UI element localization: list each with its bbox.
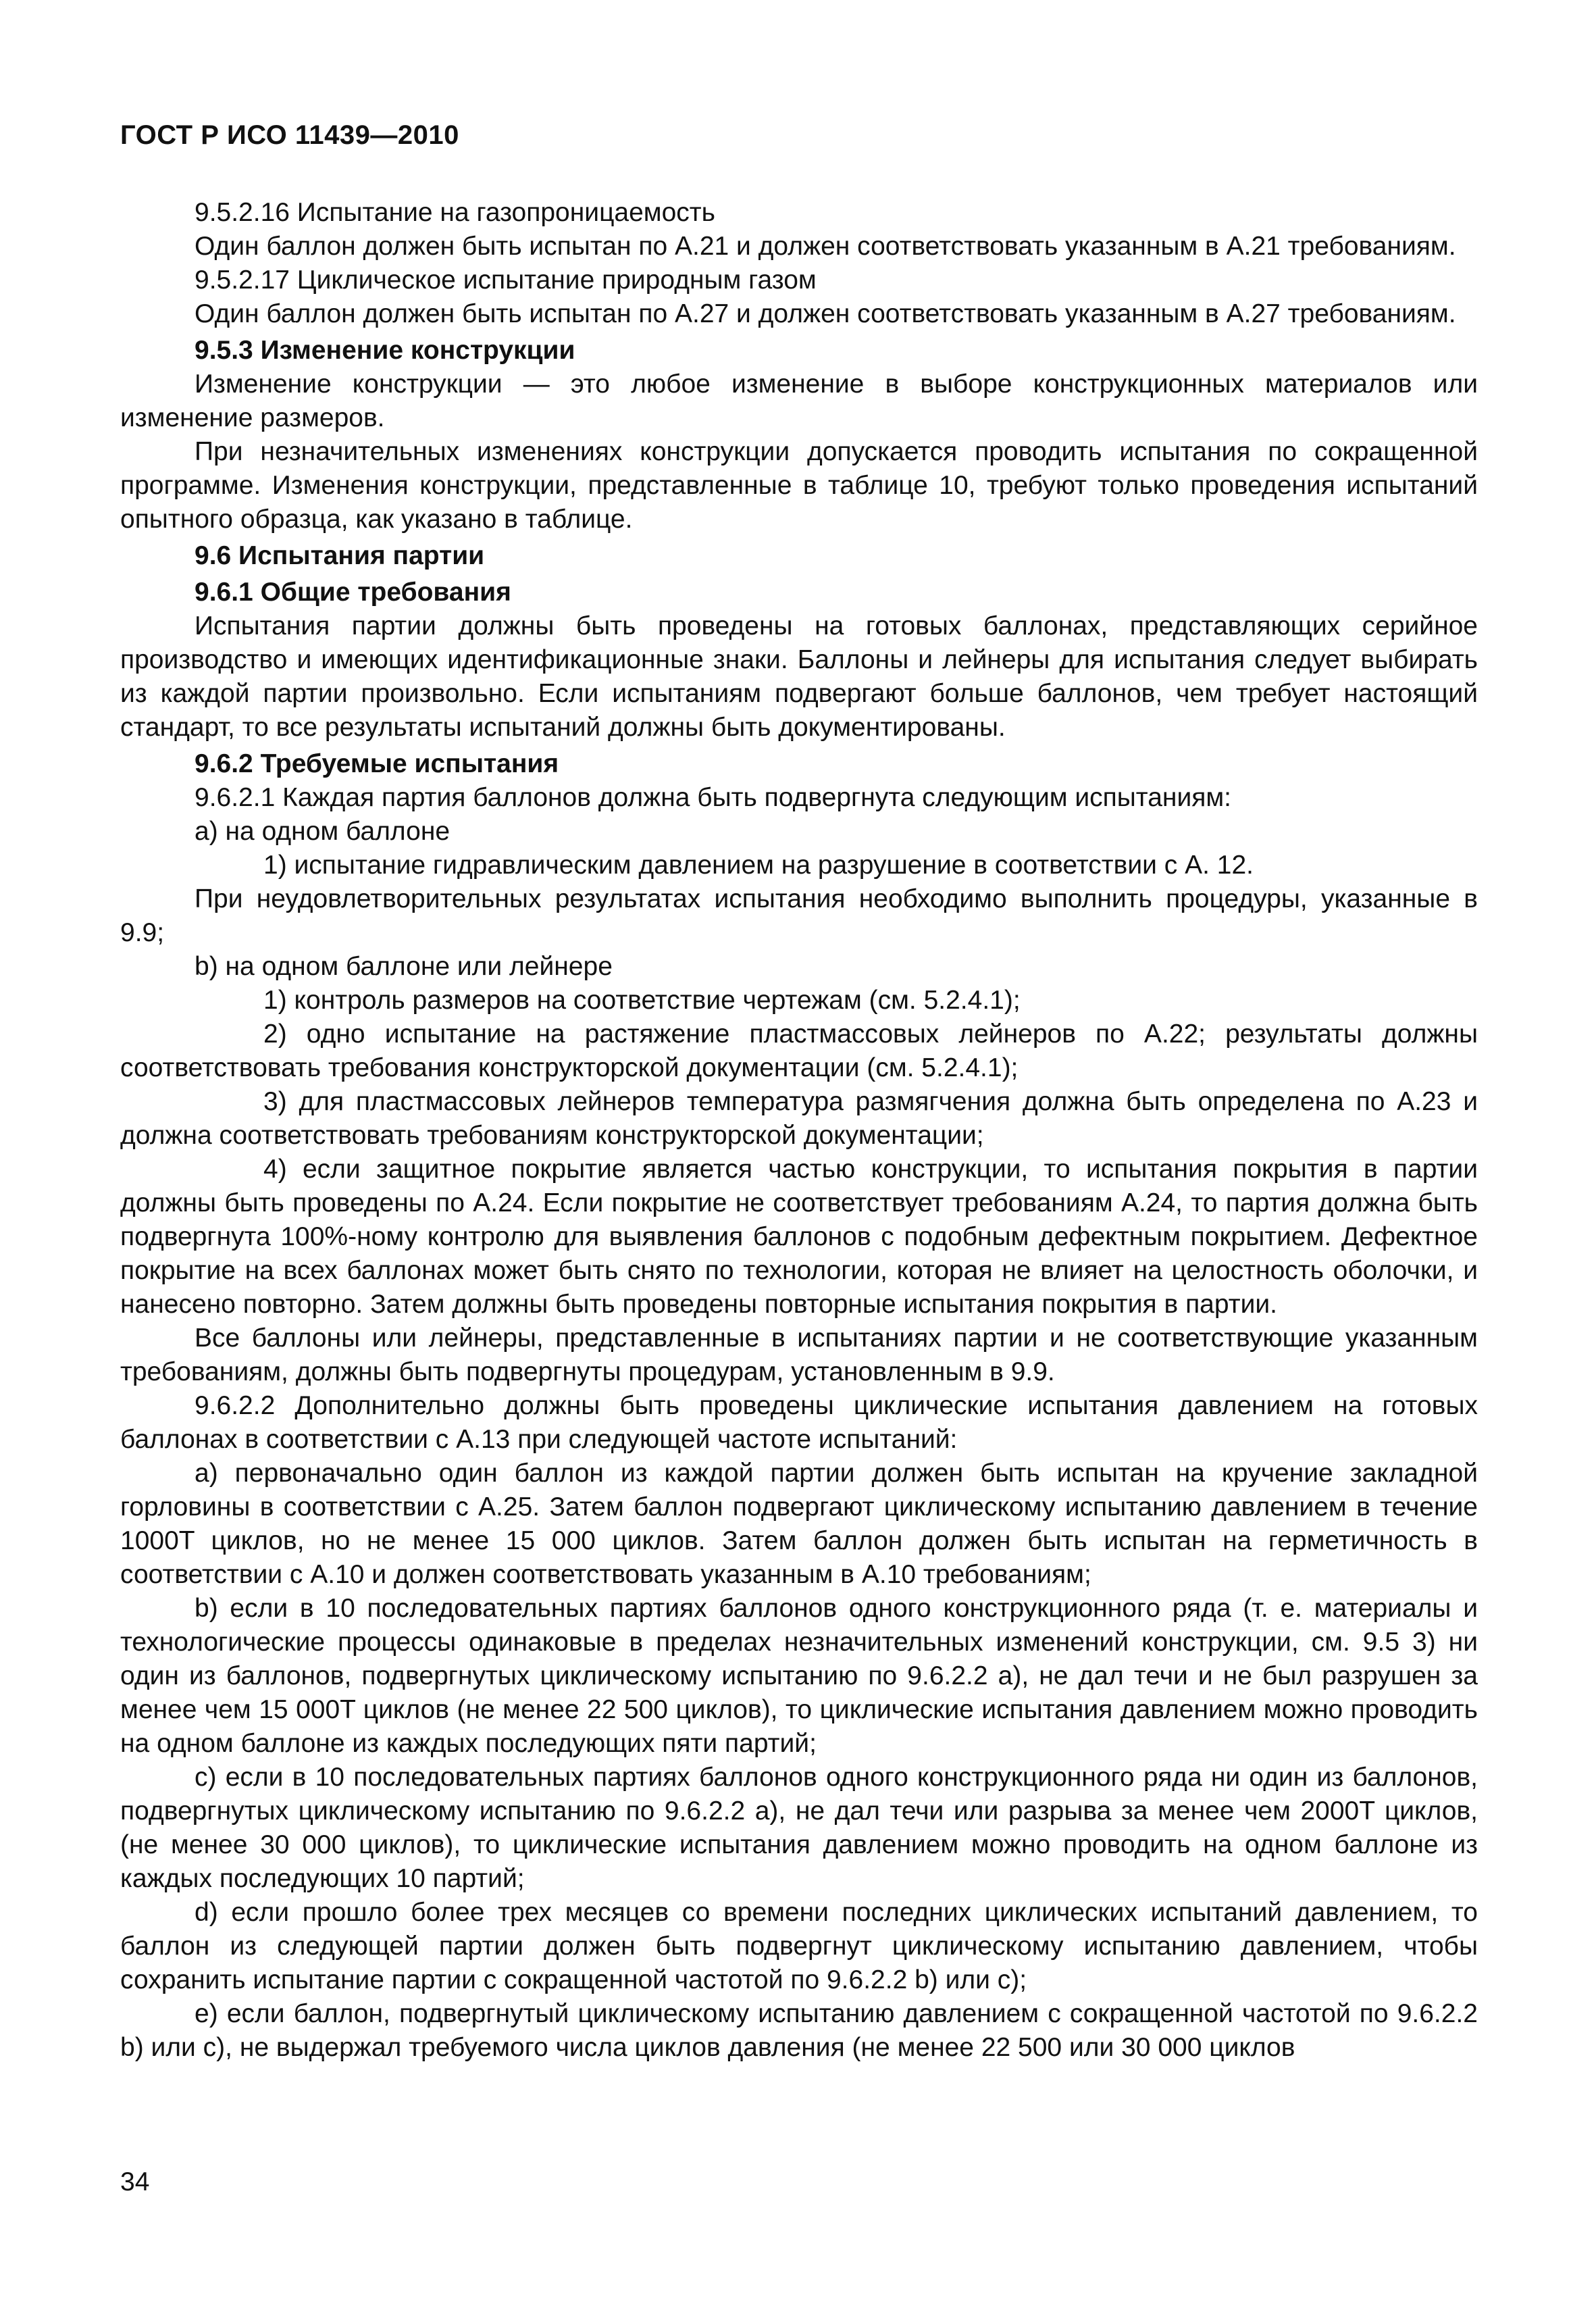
section-heading: 9.6.1 Общие требования: [195, 578, 511, 607]
paragraph: При неудовлетворительных результатах испытания необходимо выполнить процедуры, указанные в 9.9;: [120, 884, 1478, 947]
paragraph: 4) если защитное покрытие является частью конструкции, то испытания покрытия в партии должны быть проведены по А.24. Если покрытие не соответствует требованиям А.24, то партия должна быть подвергнута 100%-ному контролю для выявления баллонов с подобным дефектным покрытием. Дефектное покрытие на всех баллонах может быть снято по технологии, которая не влияет на целостность оболочки, и нанесено повторно. Затем должны быть проведены повторные испытания покрытия в партии.: [120, 1155, 1478, 1319]
paragraph: a) первоначально один баллон из каждой партии должен быть испытан на кручение закладной горловины в соответствии с А.25. Затем баллон подвергают циклическому испытанию давлением в течение 1000T циклов, но не менее 15 000 циклов. Затем баллон должен быть испытан на герметичность в соответствии с А.10 и должен соответствовать указанным в А.10 требованиям;: [120, 1459, 1478, 1589]
document-body: [120, 196, 1478, 2065]
paragraph: Один баллон должен быть испытан по А.27 и должен соответствовать указанным в А.27 требованиям.: [195, 299, 1456, 328]
paragraph: b) на одном баллоне или лейнере: [195, 952, 613, 981]
paragraph: 1) контроль размеров на соответствие чертежам (см. 5.2.4.1);: [263, 986, 1021, 1015]
paragraph: 1) испытание гидравлическим давлением на разрушение в соответствии с А. 12.: [263, 851, 1254, 880]
paragraph: При незначительных изменениях конструкции допускается проводить испытания по сокращенной программе. Изменения конструкции, представленные в таблице 10, требуют только проведения испытаний опытного образца, как указано в таблице.: [120, 437, 1478, 534]
section-heading: 9.5.3 Изменение конструкции: [195, 336, 575, 365]
paragraph: Испытания партии должны быть проведены на готовых баллонах, представляющих серийное производство и имеющих идентификационные знаки. Баллоны и лейнеры для испытания следует выбирать из каждой партии произвольно. Если испытаниям подвергают больше баллонов, чем требует настоящий стандарт, то все результаты испытаний должны быть документированы.: [120, 611, 1478, 742]
paragraph: 9.5.2.17 Циклическое испытание природным газом: [195, 266, 817, 295]
paragraph: b) если в 10 последовательных партиях баллонов одного конструкционного ряда (т. е. материалы и технологические процессы одинаковые в пределах незначительных изменений конструкции, см. 9.5 3) ни один из баллонов, подвергнутых циклическому испытанию по 9.6.2.2 а), не дал течи и не был разрушен за менее чем 15 000T циклов (не менее 22 500 циклов), то циклические испытания давлением можно проводить на одном баллоне из каждых последующих пяти партий;: [120, 1594, 1478, 1758]
paragraph: 9.6.2.2 Дополнительно должны быть проведены циклические испытания давлением на готовых баллонах в соответствии с А.13 при следующей частоте испытаний:: [120, 1391, 1478, 1454]
paragraph: 3) для пластмассовых лейнеров температура размягчения должна быть определена по А.23 и должна соответствовать требованиям конструкторской документации;: [120, 1087, 1478, 1150]
document-header: ГОСТ Р ИСО 11439—2010: [120, 120, 459, 150]
page-number: 34: [120, 2167, 150, 2196]
paragraph: a) на одном баллоне: [195, 817, 451, 846]
paragraph: Один баллон должен быть испытан по А.21 и должен соответствовать указанным в А.21 требованиям.: [195, 232, 1456, 261]
paragraph: d) если прошло более трех месяцев со времени последних циклических испытаний давлением, то баллон из следующей партии должен быть подвергнут циклическому испытанию давлением, чтобы сохранить испытание партии с сокращенной частотой по 9.6.2.2 b) или с);: [120, 1898, 1478, 1994]
paragraph: c) если в 10 последовательных партиях баллонов одного конструкционного ряда ни один из баллонов, подвергнутых циклическому испытанию по 9.6.2.2 а), не дал течи или разрыва за менее чем 2000T циклов, (не менее 30 000 циклов), то циклические испытания давлением можно проводить на одном баллоне из каждых последующих 10 партий;: [120, 1763, 1478, 1893]
paragraph: 9.6.2.1 Каждая партия баллонов должна быть подвергнута следующим испытаниям:: [195, 783, 1232, 812]
paragraph: 9.5.2.16 Испытание на газопроницаемость: [195, 198, 715, 227]
paragraph: e) если баллон, подвергнутый циклическому испытанию давлением с сокращенной частотой по 9.6.2.2 b) или с), не выдержал требуемого числа циклов давления (не менее 22 500 или 30 000 циклов: [120, 1999, 1478, 2062]
paragraph: Изменение конструкции — это любое изменение в выборе конструкционных материалов или изменение размеров.: [120, 370, 1478, 432]
section-heading: 9.6 Испытания партии: [195, 541, 485, 570]
paragraph: 2) одно испытание на растяжение пластмассовых лейнеров по А.22; результаты должны соответствовать требования конструкторской документации (см. 5.2.4.1);: [120, 1020, 1478, 1082]
section-heading: 9.6.2 Требуемые испытания: [195, 749, 559, 778]
paragraph: Все баллоны или лейнеры, представленные в испытаниях партии и не соответствующие указанным требованиям, должны быть подвергнуты процедурам, установленным в 9.9.: [120, 1324, 1478, 1386]
